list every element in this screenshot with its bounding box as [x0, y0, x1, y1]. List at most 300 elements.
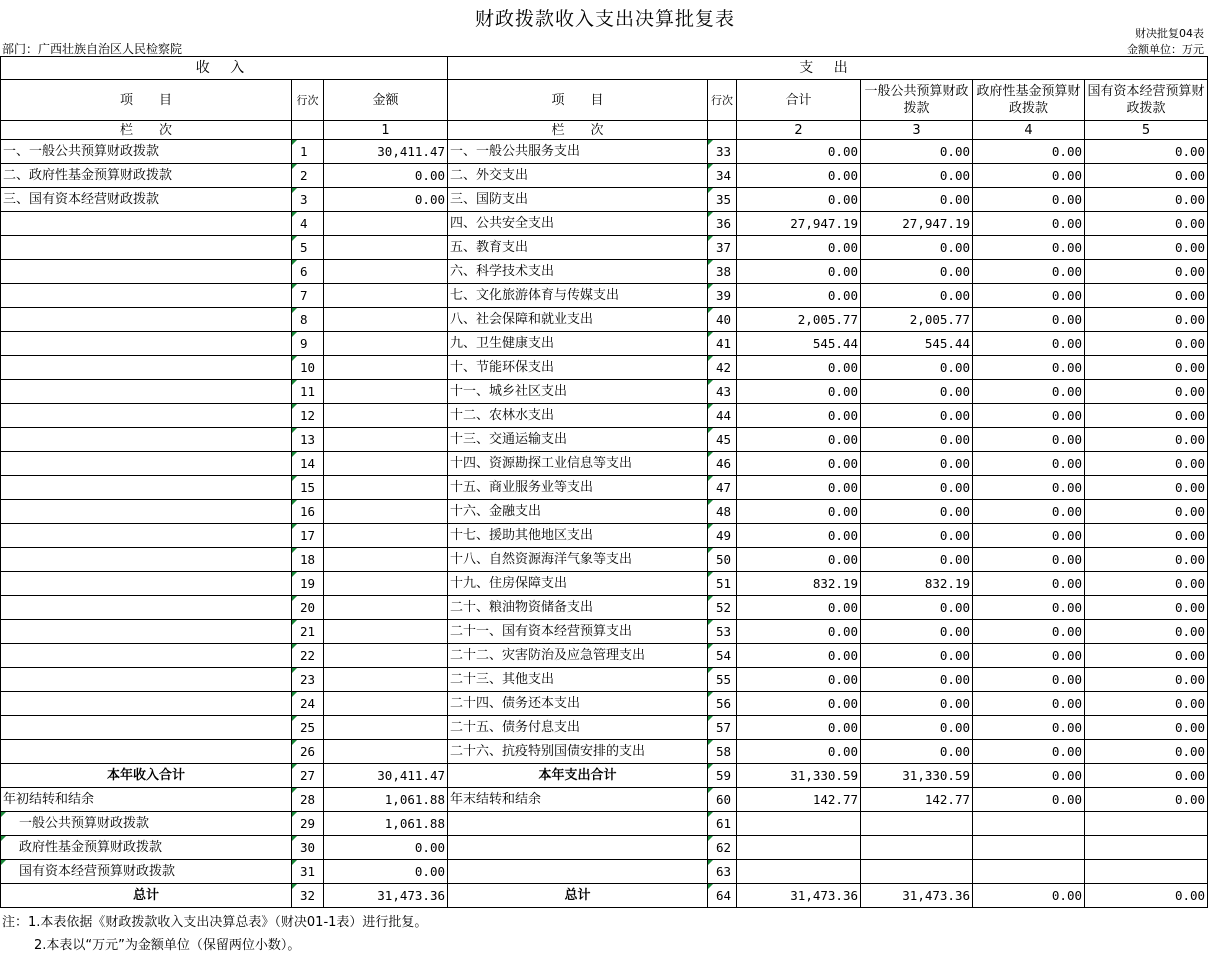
income-amount [324, 740, 448, 764]
table-row [1, 452, 1208, 476]
income-item [1, 740, 292, 764]
fund-budget-amount: 0.00 [973, 428, 1085, 452]
income-line-no: 10 [292, 356, 324, 380]
soe-budget-amount: 0.00 [1085, 788, 1208, 812]
table-row [1, 596, 1208, 620]
income-item [1, 668, 292, 692]
expense-item [448, 836, 708, 860]
expense-line-no: 37 [708, 236, 737, 260]
general-budget-amount: 0.00 [861, 380, 973, 404]
table-row [1, 644, 1208, 668]
income-header: 收 入 [1, 57, 448, 80]
soe-budget-amount: 0.00 [1085, 380, 1208, 404]
fund-budget-amount: 0.00 [973, 188, 1085, 212]
expense-total: 0.00 [737, 404, 861, 428]
fund-budget-amount: 0.00 [973, 212, 1085, 236]
income-amount: 1,061.88 [324, 812, 448, 836]
general-budget-amount: 0.00 [861, 620, 973, 644]
expense-line-no: 35 [708, 188, 737, 212]
expense-line-no: 64 [708, 884, 737, 908]
amount-header: 金额 [324, 80, 448, 121]
fund-budget-amount: 0.00 [973, 788, 1085, 812]
expense-item: 十九、住房保障支出 [448, 572, 708, 596]
income-item: 总计 [1, 884, 292, 908]
income-line-no: 17 [292, 524, 324, 548]
expense-line-header: 行次 [708, 80, 737, 121]
income-line-no: 5 [292, 236, 324, 260]
income-amount [324, 548, 448, 572]
expense-total: 832.19 [737, 572, 861, 596]
expense-total: 0.00 [737, 692, 861, 716]
soe-budget-amount: 0.00 [1085, 428, 1208, 452]
general-budget-amount: 0.00 [861, 236, 973, 260]
general-budget-amount: 0.00 [861, 740, 973, 764]
soe-budget-amount: 0.00 [1085, 308, 1208, 332]
expense-item: 二十五、债务付息支出 [448, 716, 708, 740]
expense-total: 0.00 [737, 428, 861, 452]
expense-item: 十一、城乡社区支出 [448, 380, 708, 404]
income-amount [324, 212, 448, 236]
general-budget-amount: 27,947.19 [861, 212, 973, 236]
income-item: 年初结转和结余 [1, 788, 292, 812]
table-row [1, 740, 1208, 764]
expense-item: 二十三、其他支出 [448, 668, 708, 692]
income-amount [324, 596, 448, 620]
fund-budget-amount: 0.00 [973, 308, 1085, 332]
general-budget-amount: 0.00 [861, 404, 973, 428]
income-line-no: 23 [292, 668, 324, 692]
fund-budget-amount: 0.00 [973, 740, 1085, 764]
general-budget-amount [861, 836, 973, 860]
income-line-no: 30 [292, 836, 324, 860]
income-item [1, 284, 292, 308]
expense-total [737, 812, 861, 836]
income-item: 一、一般公共预算财政拨款 [1, 140, 292, 164]
income-line-no: 14 [292, 452, 324, 476]
table-row [1, 548, 1208, 572]
fund-budget-amount: 0.00 [973, 452, 1085, 476]
table-row [1, 812, 1208, 836]
income-amount: 0.00 [324, 164, 448, 188]
table-row [1, 140, 1208, 164]
fund-budget-amount: 0.00 [973, 764, 1085, 788]
expense-line-no: 43 [708, 380, 737, 404]
expense-item: 十六、金融支出 [448, 500, 708, 524]
expense-item: 一、一般公共服务支出 [448, 140, 708, 164]
expense-total: 0.00 [737, 620, 861, 644]
soe-budget-amount: 0.00 [1085, 620, 1208, 644]
expense-line-no: 54 [708, 644, 737, 668]
expense-line-no: 46 [708, 452, 737, 476]
footnotes [2, 911, 427, 957]
income-line-header: 行次 [292, 80, 324, 121]
income-amount [324, 644, 448, 668]
income-item: 二、政府性基金预算财政拨款 [1, 164, 292, 188]
income-line-no: 19 [292, 572, 324, 596]
general-budget-amount: 0.00 [861, 164, 973, 188]
income-amount: 30,411.47 [324, 764, 448, 788]
general-budget-amount [861, 860, 973, 884]
income-line-no: 3 [292, 188, 324, 212]
general-budget-amount [861, 812, 973, 836]
expense-total: 0.00 [737, 188, 861, 212]
expense-total: 0.00 [737, 476, 861, 500]
soe-budget-amount: 0.00 [1085, 140, 1208, 164]
income-amount [324, 380, 448, 404]
income-line-no: 25 [292, 716, 324, 740]
income-line-no: 18 [292, 548, 324, 572]
expense-line-no: 56 [708, 692, 737, 716]
expense-item: 十七、援助其他地区支出 [448, 524, 708, 548]
income-amount [324, 332, 448, 356]
general-budget-amount: 0.00 [861, 428, 973, 452]
general-budget-amount: 2,005.77 [861, 308, 973, 332]
income-item [1, 404, 292, 428]
general-budget-amount: 832.19 [861, 572, 973, 596]
expense-item: 十三、交通运输支出 [448, 428, 708, 452]
income-line-no: 26 [292, 740, 324, 764]
expense-item: 五、教育支出 [448, 236, 708, 260]
fund-budget-amount: 0.00 [973, 500, 1085, 524]
table-row [1, 428, 1208, 452]
general-budget-amount: 0.00 [861, 548, 973, 572]
income-line-no: 8 [292, 308, 324, 332]
income-amount: 0.00 [324, 860, 448, 884]
income-line-no: 2 [292, 164, 324, 188]
soe-budget-amount: 0.00 [1085, 692, 1208, 716]
expense-line-no: 44 [708, 404, 737, 428]
expense-total: 31,473.36 [737, 884, 861, 908]
expense-item [448, 860, 708, 884]
income-amount [324, 500, 448, 524]
soe-budget-amount: 0.00 [1085, 548, 1208, 572]
expense-item: 四、公共安全支出 [448, 212, 708, 236]
income-amount [324, 476, 448, 500]
income-item [1, 380, 292, 404]
footnote-1: 注：1.本表依据《财政拨款收入支出决算总表》（财决01-1表）进行批复。 [2, 915, 428, 930]
income-item [1, 548, 292, 572]
income-line-no: 7 [292, 284, 324, 308]
expense-total: 0.00 [737, 668, 861, 692]
fund-budget-amount: 0.00 [973, 284, 1085, 308]
expense-item: 十、节能环保支出 [448, 356, 708, 380]
income-amount: 30,411.47 [324, 140, 448, 164]
table-row [1, 668, 1208, 692]
soe-budget-amount [1085, 860, 1208, 884]
income-line-no: 16 [292, 500, 324, 524]
expense-line-no: 59 [708, 764, 737, 788]
soe-budget-header: 国有资本经营预算财政拨款 [1085, 80, 1208, 121]
soe-budget-amount [1085, 836, 1208, 860]
income-item-header: 项 目 [1, 80, 292, 121]
table-row [1, 788, 1208, 812]
table-row [1, 260, 1208, 284]
income-item [1, 500, 292, 524]
table-row [1, 308, 1208, 332]
soe-budget-amount: 0.00 [1085, 332, 1208, 356]
income-item [1, 332, 292, 356]
fund-budget-amount: 0.00 [973, 668, 1085, 692]
general-budget-amount: 0.00 [861, 452, 973, 476]
table-row [1, 860, 1208, 884]
expense-line-no: 51 [708, 572, 737, 596]
fund-budget-amount: 0.00 [973, 140, 1085, 164]
soe-budget-amount: 0.00 [1085, 284, 1208, 308]
expense-total: 0.00 [737, 500, 861, 524]
income-item [1, 428, 292, 452]
general-budget-amount: 0.00 [861, 140, 973, 164]
fund-budget-amount: 0.00 [973, 164, 1085, 188]
fund-budget-amount [973, 836, 1085, 860]
income-line-no: 15 [292, 476, 324, 500]
expense-total [737, 860, 861, 884]
table-row [1, 236, 1208, 260]
income-item [1, 308, 292, 332]
fund-budget-amount: 0.00 [973, 620, 1085, 644]
col-index-2: 2 [737, 121, 861, 140]
income-amount [324, 692, 448, 716]
expense-item-header: 项 目 [448, 80, 708, 121]
income-amount [324, 452, 448, 476]
soe-budget-amount: 0.00 [1085, 596, 1208, 620]
income-line-no: 9 [292, 332, 324, 356]
income-line-no: 21 [292, 620, 324, 644]
expense-total: 27,947.19 [737, 212, 861, 236]
col-index-4: 4 [973, 121, 1085, 140]
income-line-no: 27 [292, 764, 324, 788]
income-amount [324, 236, 448, 260]
expense-item: 二十、粮油物资储备支出 [448, 596, 708, 620]
table-row [1, 212, 1208, 236]
fund-budget-amount: 0.00 [973, 260, 1085, 284]
income-line-no: 4 [292, 212, 324, 236]
table-row [1, 692, 1208, 716]
expense-item: 三、国防支出 [448, 188, 708, 212]
income-amount [324, 524, 448, 548]
fund-budget-amount: 0.00 [973, 548, 1085, 572]
report-title: 财政拨款收入支出决算批复表 [474, 8, 735, 30]
expense-line-no: 36 [708, 212, 737, 236]
soe-budget-amount: 0.00 [1085, 236, 1208, 260]
income-line-no: 24 [292, 692, 324, 716]
general-budget-amount: 0.00 [861, 260, 973, 284]
income-item: 一般公共预算财政拨款 [1, 812, 292, 836]
income-item [1, 452, 292, 476]
income-amount [324, 308, 448, 332]
expense-total: 0.00 [737, 452, 861, 476]
table-row [1, 836, 1208, 860]
table-row [1, 572, 1208, 596]
income-line-no: 31 [292, 860, 324, 884]
income-amount: 0.00 [324, 836, 448, 860]
soe-budget-amount: 0.00 [1085, 164, 1208, 188]
soe-budget-amount: 0.00 [1085, 404, 1208, 428]
fund-budget-amount: 0.00 [973, 356, 1085, 380]
income-amount [324, 668, 448, 692]
expense-line-no: 45 [708, 428, 737, 452]
income-item: 政府性基金预算财政拨款 [1, 836, 292, 860]
general-budget-amount: 545.44 [861, 332, 973, 356]
expense-line-no: 42 [708, 356, 737, 380]
soe-budget-amount: 0.00 [1085, 668, 1208, 692]
fund-budget-amount: 0.00 [973, 380, 1085, 404]
expense-line-no: 33 [708, 140, 737, 164]
table-row [1, 332, 1208, 356]
expense-line-no: 49 [708, 524, 737, 548]
table-row [1, 476, 1208, 500]
expense-line-no: 61 [708, 812, 737, 836]
fund-budget-header: 政府性基金预算财政拨款 [973, 80, 1085, 121]
table-row [1, 524, 1208, 548]
table-row [1, 188, 1208, 212]
expense-line-no: 48 [708, 500, 737, 524]
expense-item: 二、外交支出 [448, 164, 708, 188]
general-budget-amount: 0.00 [861, 668, 973, 692]
expense-line-no: 41 [708, 332, 737, 356]
expense-item: 年末结转和结余 [448, 788, 708, 812]
expense-total: 0.00 [737, 716, 861, 740]
soe-budget-amount: 0.00 [1085, 212, 1208, 236]
income-item [1, 596, 292, 620]
expense-item: 十二、农林水支出 [448, 404, 708, 428]
soe-budget-amount: 0.00 [1085, 500, 1208, 524]
income-amount [324, 428, 448, 452]
income-amount: 1,061.88 [324, 788, 448, 812]
soe-budget-amount: 0.00 [1085, 884, 1208, 908]
income-line-no: 6 [292, 260, 324, 284]
footnote-2: 2.本表以“万元”为金额单位（保留两位小数）。 [34, 938, 301, 953]
soe-budget-amount: 0.00 [1085, 644, 1208, 668]
expense-total: 0.00 [737, 740, 861, 764]
expense-item: 九、卫生健康支出 [448, 332, 708, 356]
fund-budget-amount [973, 860, 1085, 884]
expense-total: 0.00 [737, 380, 861, 404]
general-budget-amount: 31,473.36 [861, 884, 973, 908]
income-amount [324, 716, 448, 740]
expense-header: 支 出 [448, 57, 1208, 80]
expense-total: 0.00 [737, 356, 861, 380]
expense-item: 二十四、债务还本支出 [448, 692, 708, 716]
soe-budget-amount: 0.00 [1085, 524, 1208, 548]
income-item [1, 716, 292, 740]
expense-total: 0.00 [737, 140, 861, 164]
general-budget-amount: 0.00 [861, 644, 973, 668]
expense-line-no: 58 [708, 740, 737, 764]
expense-line-no: 60 [708, 788, 737, 812]
income-item [1, 692, 292, 716]
expense-item: 七、文化旅游体育与传媒支出 [448, 284, 708, 308]
expense-item: 十四、资源勘探工业信息等支出 [448, 452, 708, 476]
fund-budget-amount: 0.00 [973, 236, 1085, 260]
expense-total: 0.00 [737, 596, 861, 620]
income-item: 国有资本经营预算财政拨款 [1, 860, 292, 884]
fund-budget-amount: 0.00 [973, 524, 1085, 548]
general-budget-amount: 0.00 [861, 692, 973, 716]
expense-line-no: 50 [708, 548, 737, 572]
budget-table [0, 56, 1208, 908]
expense-total: 545.44 [737, 332, 861, 356]
fund-budget-amount: 0.00 [973, 644, 1085, 668]
income-item [1, 620, 292, 644]
income-line-no: 29 [292, 812, 324, 836]
fund-budget-amount: 0.00 [973, 692, 1085, 716]
soe-budget-amount: 0.00 [1085, 572, 1208, 596]
expense-total: 2,005.77 [737, 308, 861, 332]
income-line-no: 28 [292, 788, 324, 812]
col-index-5: 5 [1085, 121, 1208, 140]
expense-total: 0.00 [737, 260, 861, 284]
income-item [1, 356, 292, 380]
table-row [1, 284, 1208, 308]
fund-budget-amount: 0.00 [973, 476, 1085, 500]
expense-item: 二十二、灾害防治及应急管理支出 [448, 644, 708, 668]
soe-budget-amount: 0.00 [1085, 452, 1208, 476]
income-line-no: 32 [292, 884, 324, 908]
fund-budget-amount: 0.00 [973, 572, 1085, 596]
income-line-no: 20 [292, 596, 324, 620]
soe-budget-amount: 0.00 [1085, 356, 1208, 380]
table-row [1, 356, 1208, 380]
soe-budget-amount: 0.00 [1085, 476, 1208, 500]
income-item [1, 476, 292, 500]
expense-line-no: 34 [708, 164, 737, 188]
soe-budget-amount: 0.00 [1085, 740, 1208, 764]
expense-line-no: 63 [708, 860, 737, 884]
department-label: 部门：广西壮族自治区人民检察院 [2, 42, 183, 56]
expense-line-no: 38 [708, 260, 737, 284]
form-code: 财决批复04表 [1135, 27, 1204, 40]
expense-item: 总计 [448, 884, 708, 908]
table-row [1, 380, 1208, 404]
fund-budget-amount: 0.00 [973, 716, 1085, 740]
col-index-3: 3 [861, 121, 973, 140]
income-amount: 0.00 [324, 188, 448, 212]
expense-line-no: 62 [708, 836, 737, 860]
general-budget-header: 一般公共预算财政拨款 [861, 80, 973, 121]
general-budget-amount: 0.00 [861, 524, 973, 548]
soe-budget-amount: 0.00 [1085, 764, 1208, 788]
soe-budget-amount: 0.00 [1085, 260, 1208, 284]
income-amount [324, 404, 448, 428]
general-budget-amount: 0.00 [861, 500, 973, 524]
expense-total [737, 836, 861, 860]
soe-budget-amount: 0.00 [1085, 188, 1208, 212]
expense-line-no: 40 [708, 308, 737, 332]
general-budget-amount: 0.00 [861, 284, 973, 308]
fund-budget-amount: 0.00 [973, 596, 1085, 620]
col-index-1: 1 [324, 121, 448, 140]
income-item [1, 524, 292, 548]
fund-budget-amount: 0.00 [973, 884, 1085, 908]
income-item [1, 644, 292, 668]
expense-line-no: 55 [708, 668, 737, 692]
general-budget-amount: 0.00 [861, 716, 973, 740]
income-amount: 31,473.36 [324, 884, 448, 908]
expense-item: 二十六、抗疫特别国债安排的支出 [448, 740, 708, 764]
expense-total: 0.00 [737, 524, 861, 548]
column-label-expense: 栏 次 [448, 121, 708, 140]
income-line-no: 11 [292, 380, 324, 404]
expense-line-no: 57 [708, 716, 737, 740]
table-row [1, 164, 1208, 188]
expense-line-no: 53 [708, 620, 737, 644]
income-item: 本年收入合计 [1, 764, 292, 788]
general-budget-amount: 0.00 [861, 188, 973, 212]
expense-total: 0.00 [737, 644, 861, 668]
expense-item: 八、社会保障和就业支出 [448, 308, 708, 332]
expense-total: 31,330.59 [737, 764, 861, 788]
fund-budget-amount: 0.00 [973, 404, 1085, 428]
